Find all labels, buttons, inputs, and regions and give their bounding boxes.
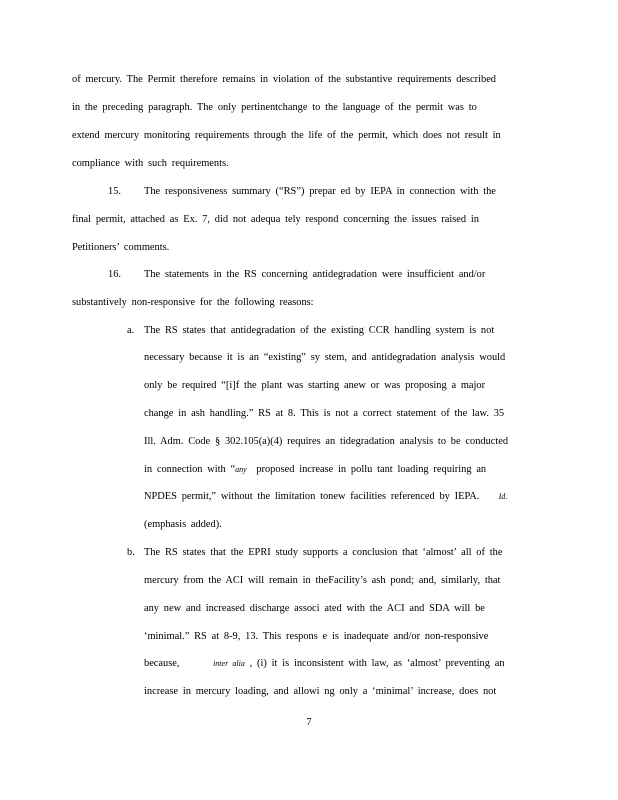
body-line: substantively non-responsive for the following reasons:	[72, 297, 314, 308]
paragraph-number: 16.	[108, 269, 121, 280]
italic-any: any	[235, 465, 247, 474]
body-line	[144, 463, 486, 476]
body-line: in the preceding paragraph. The only pertinentchange to the language of the permit was to	[72, 102, 477, 113]
body-line: The statements in the RS concerning antidegradation were insufficient and/or	[144, 269, 486, 280]
body-line: increase in mercury loading, and allowi ng only a ‘minimal’ increase, does not	[144, 686, 497, 697]
body-line: ‘minimal.” RS at 8-9, 13. This respons e is inadequate and/or non-responsive	[144, 631, 489, 642]
body-line: necessary because it is an “existing” sy stem, and antidegradation analysis would	[144, 352, 506, 363]
body-line: compliance with such requirements.	[72, 158, 229, 169]
paragraph-number: 15.	[108, 186, 121, 197]
italic-id: Id.	[498, 492, 508, 501]
body-line: final permit, attached as Ex. 7, did not adequa tely respond concerning the issues raised in	[72, 214, 479, 225]
body-text: , (i) it is inconsistent with law, as ‘almost’ preventing an	[249, 658, 505, 669]
body-text: in connection with “	[144, 464, 236, 475]
body-line: change in ash handling.” RS at 8. This is not a correct statement of the law. 35	[144, 408, 505, 419]
italic-inter-alia: inter alia	[213, 659, 245, 668]
body-line: The responsiveness summary (“RS”) prepar ed by IEPA in connection with the	[144, 186, 496, 197]
body-line: mercury from the ACI will remain in theFacility’s ash pond; and, similarly, that	[144, 575, 501, 586]
body-text: NPDES permit,” without the limitation tonew facilities referenced by IEPA.	[144, 491, 480, 502]
body-line	[144, 657, 505, 670]
body-line: of mercury. The Permit therefore remains in violation of the substantive requirements described	[72, 74, 497, 85]
body-line: any new and increased discharge associ ated with the ACI and SDA will be	[144, 603, 485, 614]
page-number: 7	[306, 717, 312, 728]
body-line: (emphasis added).	[144, 519, 222, 530]
list-marker: a.	[127, 325, 135, 336]
body-line: Petitioners’ comments.	[72, 242, 170, 253]
body-text: because,	[144, 658, 180, 669]
body-line	[144, 490, 507, 503]
body-line: extend mercury monitoring requirements through the life of the permit, which does not result in	[72, 130, 501, 141]
body-line: The RS states that antidegradation of the existing CCR handling system is not	[144, 325, 495, 336]
body-text: proposed increase in pollu tant loading requiring an	[256, 464, 487, 475]
body-line: Ill. Adm. Code § 302.105(a)(4) requires an tidegradation analysis to be conducted	[144, 436, 509, 447]
body-line: The RS states that the EPRI study supports a conclusion that ‘almost’ all of the	[144, 547, 503, 558]
body-line: only be required “[i]f the plant was starting anew or was proposing a major	[144, 380, 486, 391]
list-marker: b.	[127, 547, 135, 558]
